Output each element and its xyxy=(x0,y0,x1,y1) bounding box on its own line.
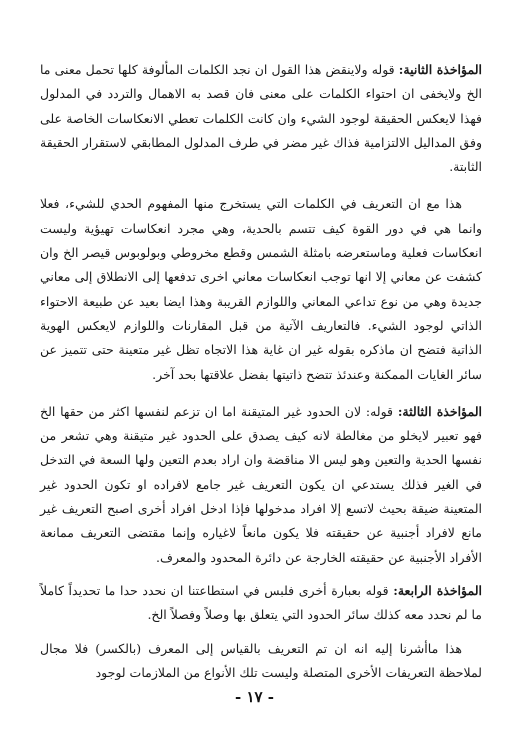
commentary-text: هذا مع ان التعريف في الكلمات التي يستخرج منها المفهوم الحدي للشيء، فعلا وانما هي في دور القوة كيف تتسم بالحدية، وهي مجرد انعكاسات تهيؤية وليست انعكاسات فعلية وماستعرضه بامثلة الشمس وقطع مخروطي وبولوبوس قيصر الخ وان كشفت عن معاني إلا انها توجب انعكاسات معاني اخرى تدفعها إلى الانطلاق إلى معاني جديدة وهي من نوع تداعي المعاني واللوازم القريبة وهذا ايضا بعيد عن طبيعة الاحتواء الذاتي لوجود الشيء. فالتعاريف الآتية من قبل المقارنات واللوازم لايعكس الهوية الذاتية فتضح ان ماذكره بقوله غير ان غاية هذا الاتجاه تظل غير متعينة حتى تتميز عن سائر الغايات الممكنة وعندئذ تتضح ذاتيتها بفضل علاقتها بحد آخر. xyxy=(40,196,482,382)
paragraph-commentary xyxy=(40,192,482,386)
objection-four-heading: المؤاخذة الرابعة: xyxy=(393,582,482,598)
reference-text: هذا ماأشرنا إليه انه ان تم التعريف بالقياس إلى المعرف (بالكسر) فلا مجال لملاحظة التعريفات الأخرى المتصلة وليست تلك الأنواع من الملازمات لوجود xyxy=(40,640,482,680)
page-number: - ١٧ - xyxy=(234,688,275,706)
objection-four-text: قوله بعبارة أخرى فلبس في استطاعتنا ان نحدد حدا ما تحديداً كاملاً ما لم نحدد معه كذلك سائر الحدود التي يتعلق بها وصلاً وفصلاً الخ. xyxy=(40,582,482,623)
objection-three-heading: المؤاخذة الثالثة: xyxy=(397,403,483,419)
paragraph-objection-three xyxy=(40,400,482,570)
objection-two-text: قوله ولاينقض هذا القول ان نجد الكلمات المألوفة كلها تحمل معنى ما الخ ولايخفى ان احتواء الكلمات على معنى فان قصد به الاهمال والتردد في المدلول فهذا لايعكس الحقيقة لوجود الشيء وان كانت الكلمات تعطي الانعكاسات الخاصة على وفق المداليل الالتزامية فذاك غير مضر في طرف المدلول المطابقي لاستقرار الحقيقة الثابتة. xyxy=(40,62,482,175)
paragraph-reference xyxy=(40,637,482,686)
objection-three-text: قوله: لان الحدود غير المتيقنة اما ان تزعم لنفسها اكثر من حقها الخ فهو تعبير لايخلو من مغالطة لانه كيف يصدق على الحدود غير متيقنة وهي تشعر من نفسها الحدية والتعين وهو ليس الا مناقضة وان اراد بعدم التعين ولها السعة في التدخل في الغير فذلك يستدعي ان يكون التعريف غير جامع لافراده او تكون الحدود غير المتعينة ضيقة بحيث لاتسع إلا افراد مدخولها فإذا ادخل افراد أخرى اصبح التعريف غير مانع لافراد أجنبية عن حقيقته فلا يكون مانعاً لاغياره وإنما مقتضى التعريف ممانعة الأفراد الأجنبية عن حقيقته الخارجة عن دائرة المحدود والمعرف. xyxy=(40,403,482,565)
paragraph-objection-four xyxy=(40,579,482,628)
paragraph-objection-two xyxy=(40,58,482,179)
document-body xyxy=(40,58,482,685)
objection-two-heading: المؤاخذة الثانية: xyxy=(398,62,482,77)
